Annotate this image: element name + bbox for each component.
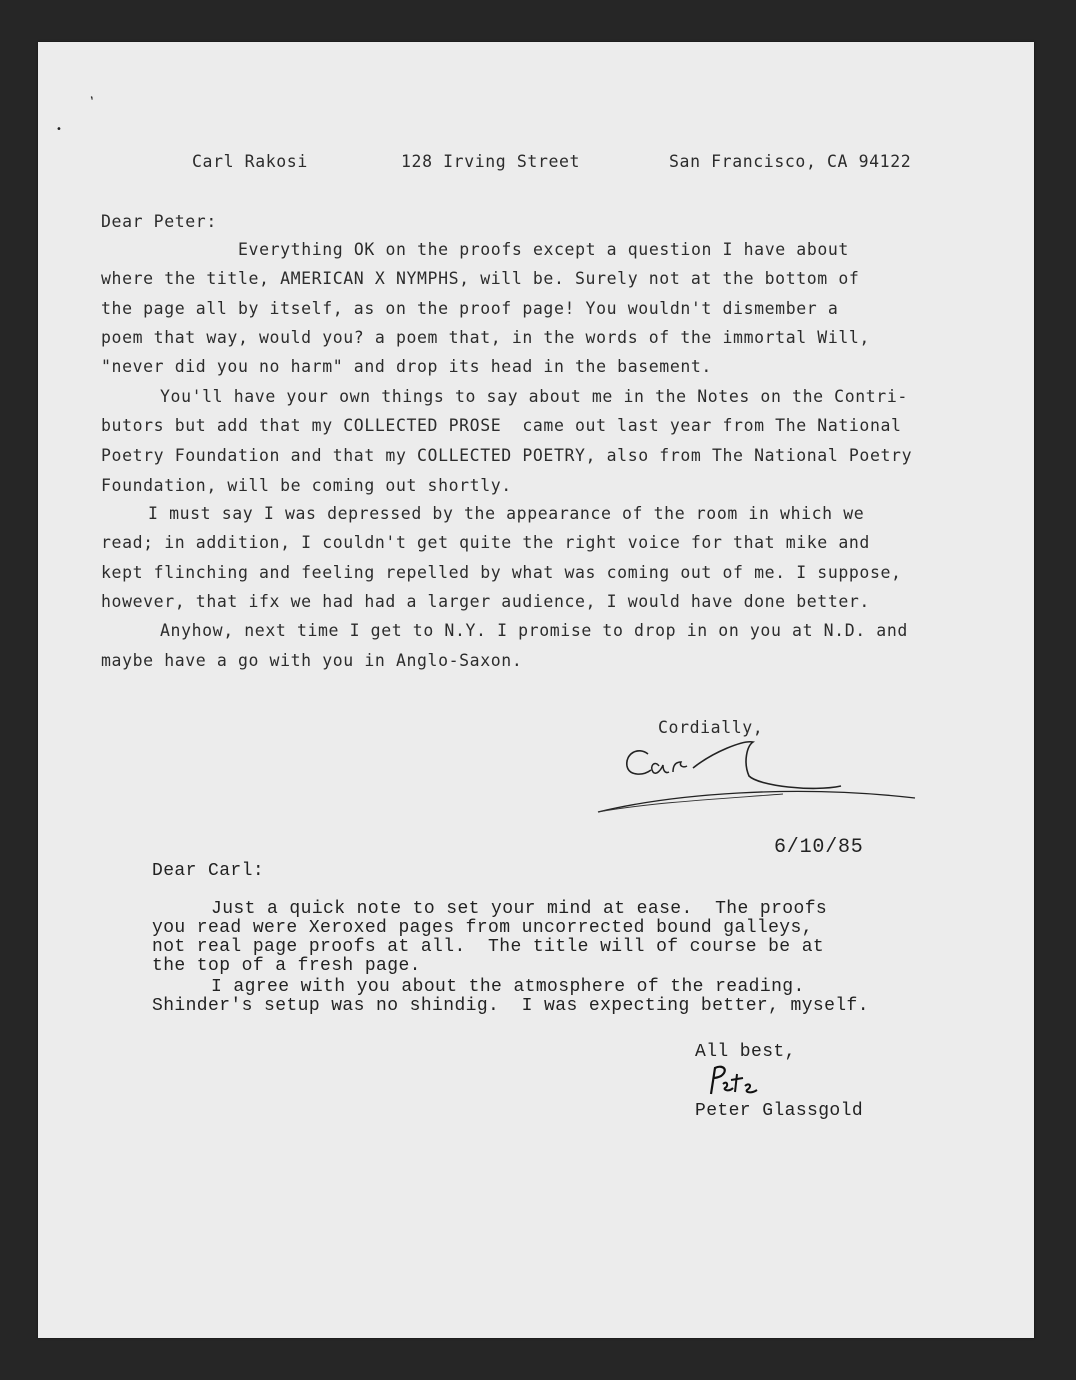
letter1-line: Foundation, will be coming out shortly. <box>101 476 512 495</box>
letter2-line: I agree with you about the atmosphere of the reading. <box>211 977 805 997</box>
letter2-line: Just a quick note to set your mind at ease. The proofs <box>211 899 828 919</box>
stray-dot: • <box>56 124 62 135</box>
letter1-line: Poetry Foundation and that my COLLECTED POETRY, also from The National Poetry <box>101 446 913 465</box>
letter1-line: maybe have a go with you in Anglo-Saxon. <box>101 651 523 670</box>
stray-mark: ’ <box>88 93 101 111</box>
letter1-line: You'll have your own things to say about me in the Notes on the Contri- <box>160 387 908 406</box>
letter1-line: the page all by itself, as on the proof page! You wouldn't dismember a <box>101 299 839 318</box>
handwritten-signature-carl <box>593 732 923 827</box>
handwritten-initials-pete <box>703 1062 763 1098</box>
letter1-line: however, that ifx we had had a larger audience, I would have done better. <box>101 592 870 611</box>
letter-page <box>38 42 1034 1338</box>
letterhead-name: Carl Rakosi <box>192 152 308 171</box>
letterhead-city: San Francisco, CA 94122 <box>669 152 912 171</box>
salutation-peter: Dear Peter: <box>101 212 217 231</box>
letter1-line: read; in addition, I couldn't get quite the right voice for that mike and <box>101 533 870 552</box>
letter1-line: Anyhow, next time I get to N.Y. I promise to drop in on you at N.D. and <box>160 621 908 640</box>
letter1-line: I must say I was depressed by the appearance of the room in which we <box>148 504 865 523</box>
letter2-line: the top of a fresh page. <box>152 956 421 976</box>
signer-name: Peter Glassgold <box>695 1101 864 1121</box>
letter1-line: butors but add that my COLLECTED PROSE came out last year from The National <box>101 416 902 435</box>
letter2-line: you read were Xeroxed pages from uncorrected bound galleys, <box>152 918 813 938</box>
letter1-line: where the title, AMERICAN X NYMPHS, will be. Surely not at the bottom of <box>101 269 860 288</box>
letter2-line: Shinder's setup was no shindig. I was expecting better, myself. <box>152 996 869 1016</box>
letter1-line: Everything OK on the proofs except a question I have about <box>238 240 849 259</box>
letterhead-street: 128 Irving Street <box>401 152 581 171</box>
letter1-line: "never did you no harm" and drop its head in the basement. <box>101 357 712 376</box>
letter1-line: kept flinching and feeling repelled by what was coming out of me. I suppose, <box>101 563 902 582</box>
letter2-line: not real page proofs at all. The title will of course be at <box>152 937 825 957</box>
salutation-carl: Dear Carl: <box>152 861 265 881</box>
reply-date: 6/10/85 <box>774 836 864 859</box>
closing-cordially: Cordially, <box>658 718 764 737</box>
letter1-line: poem that way, would you? a poem that, in the words of the immortal Will, <box>101 328 870 347</box>
closing-all-best: All best, <box>695 1042 796 1062</box>
